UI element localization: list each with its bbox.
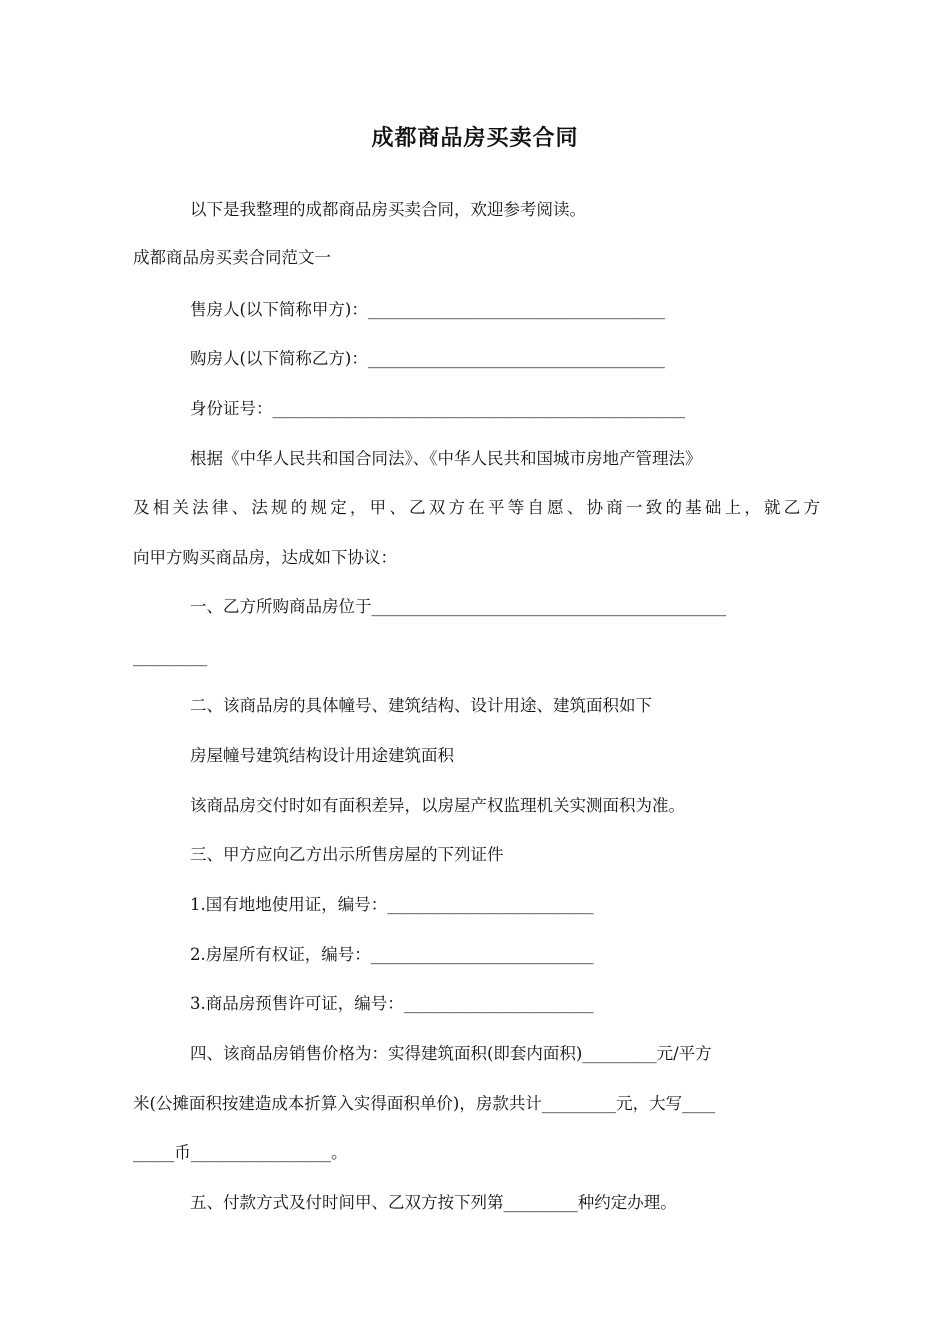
intro-line: 以下是我整理的成都商品房买卖合同，欢迎参考阅读。 <box>190 200 586 219</box>
clause-1-line: 一、乙方所购商品房位于___________________________________________ <box>190 597 727 616</box>
paragraph-line: 向甲方购买商品房，达成如下协议： <box>133 548 397 567</box>
area-note-line: 该商品房交付时如有面积差异，以房屋产权监理机关实测面积为准。 <box>190 796 685 815</box>
clause-1-continuation: _________ <box>133 647 208 666</box>
certificate-line-3: 3.商品房预售许可证，编号：_______________________ <box>190 994 594 1013</box>
certificate-line-2: 2.房屋所有权证，编号：___________________________ <box>190 945 594 964</box>
clause-2-line: 二、该商品房的具体幢号、建筑结构、设计用途、建筑面积如下 <box>190 696 652 715</box>
clause-4-continuation: _____币_________________。 <box>133 1143 348 1162</box>
buyer-field: 购房人(以下简称乙方)：____________________________________ <box>190 349 665 368</box>
seller-field: 售房人(以下简称甲方)：____________________________________ <box>190 300 665 319</box>
table-header-line: 房屋幢号建筑结构设计用途建筑面积 <box>190 746 454 765</box>
id-number-field: 身份证号：__________________________________________________ <box>190 399 685 418</box>
paragraph-line: 及相关法律、法规的规定，甲、乙双方在平等自愿、协商一致的基础上，就乙方 <box>133 498 820 517</box>
clause-4-continuation: 米(公摊面积按建造成本折算入实得面积单价)，房款共计_________元，大写____ <box>133 1094 716 1113</box>
certificate-line-1: 1.国有地地使用证，编号：_________________________ <box>190 895 594 914</box>
clause-5-line: 五、付款方式及付时间甲、乙双方按下列第_________种约定办理。 <box>190 1193 677 1212</box>
sample-heading: 成都商品房买卖合同范文一 <box>133 248 331 267</box>
paragraph-line: 根据《中华人民共和国合同法》、《中华人民共和国城市房地产管理法》 <box>190 449 702 468</box>
document-title: 成都商品房买卖合同 <box>371 126 579 151</box>
clause-4-line: 四、该商品房销售价格为：实得建筑面积(即套内面积)_________元/平方 <box>190 1044 712 1063</box>
clause-3-line: 三、甲方应向乙方出示所售房屋的下列证件 <box>190 845 504 864</box>
